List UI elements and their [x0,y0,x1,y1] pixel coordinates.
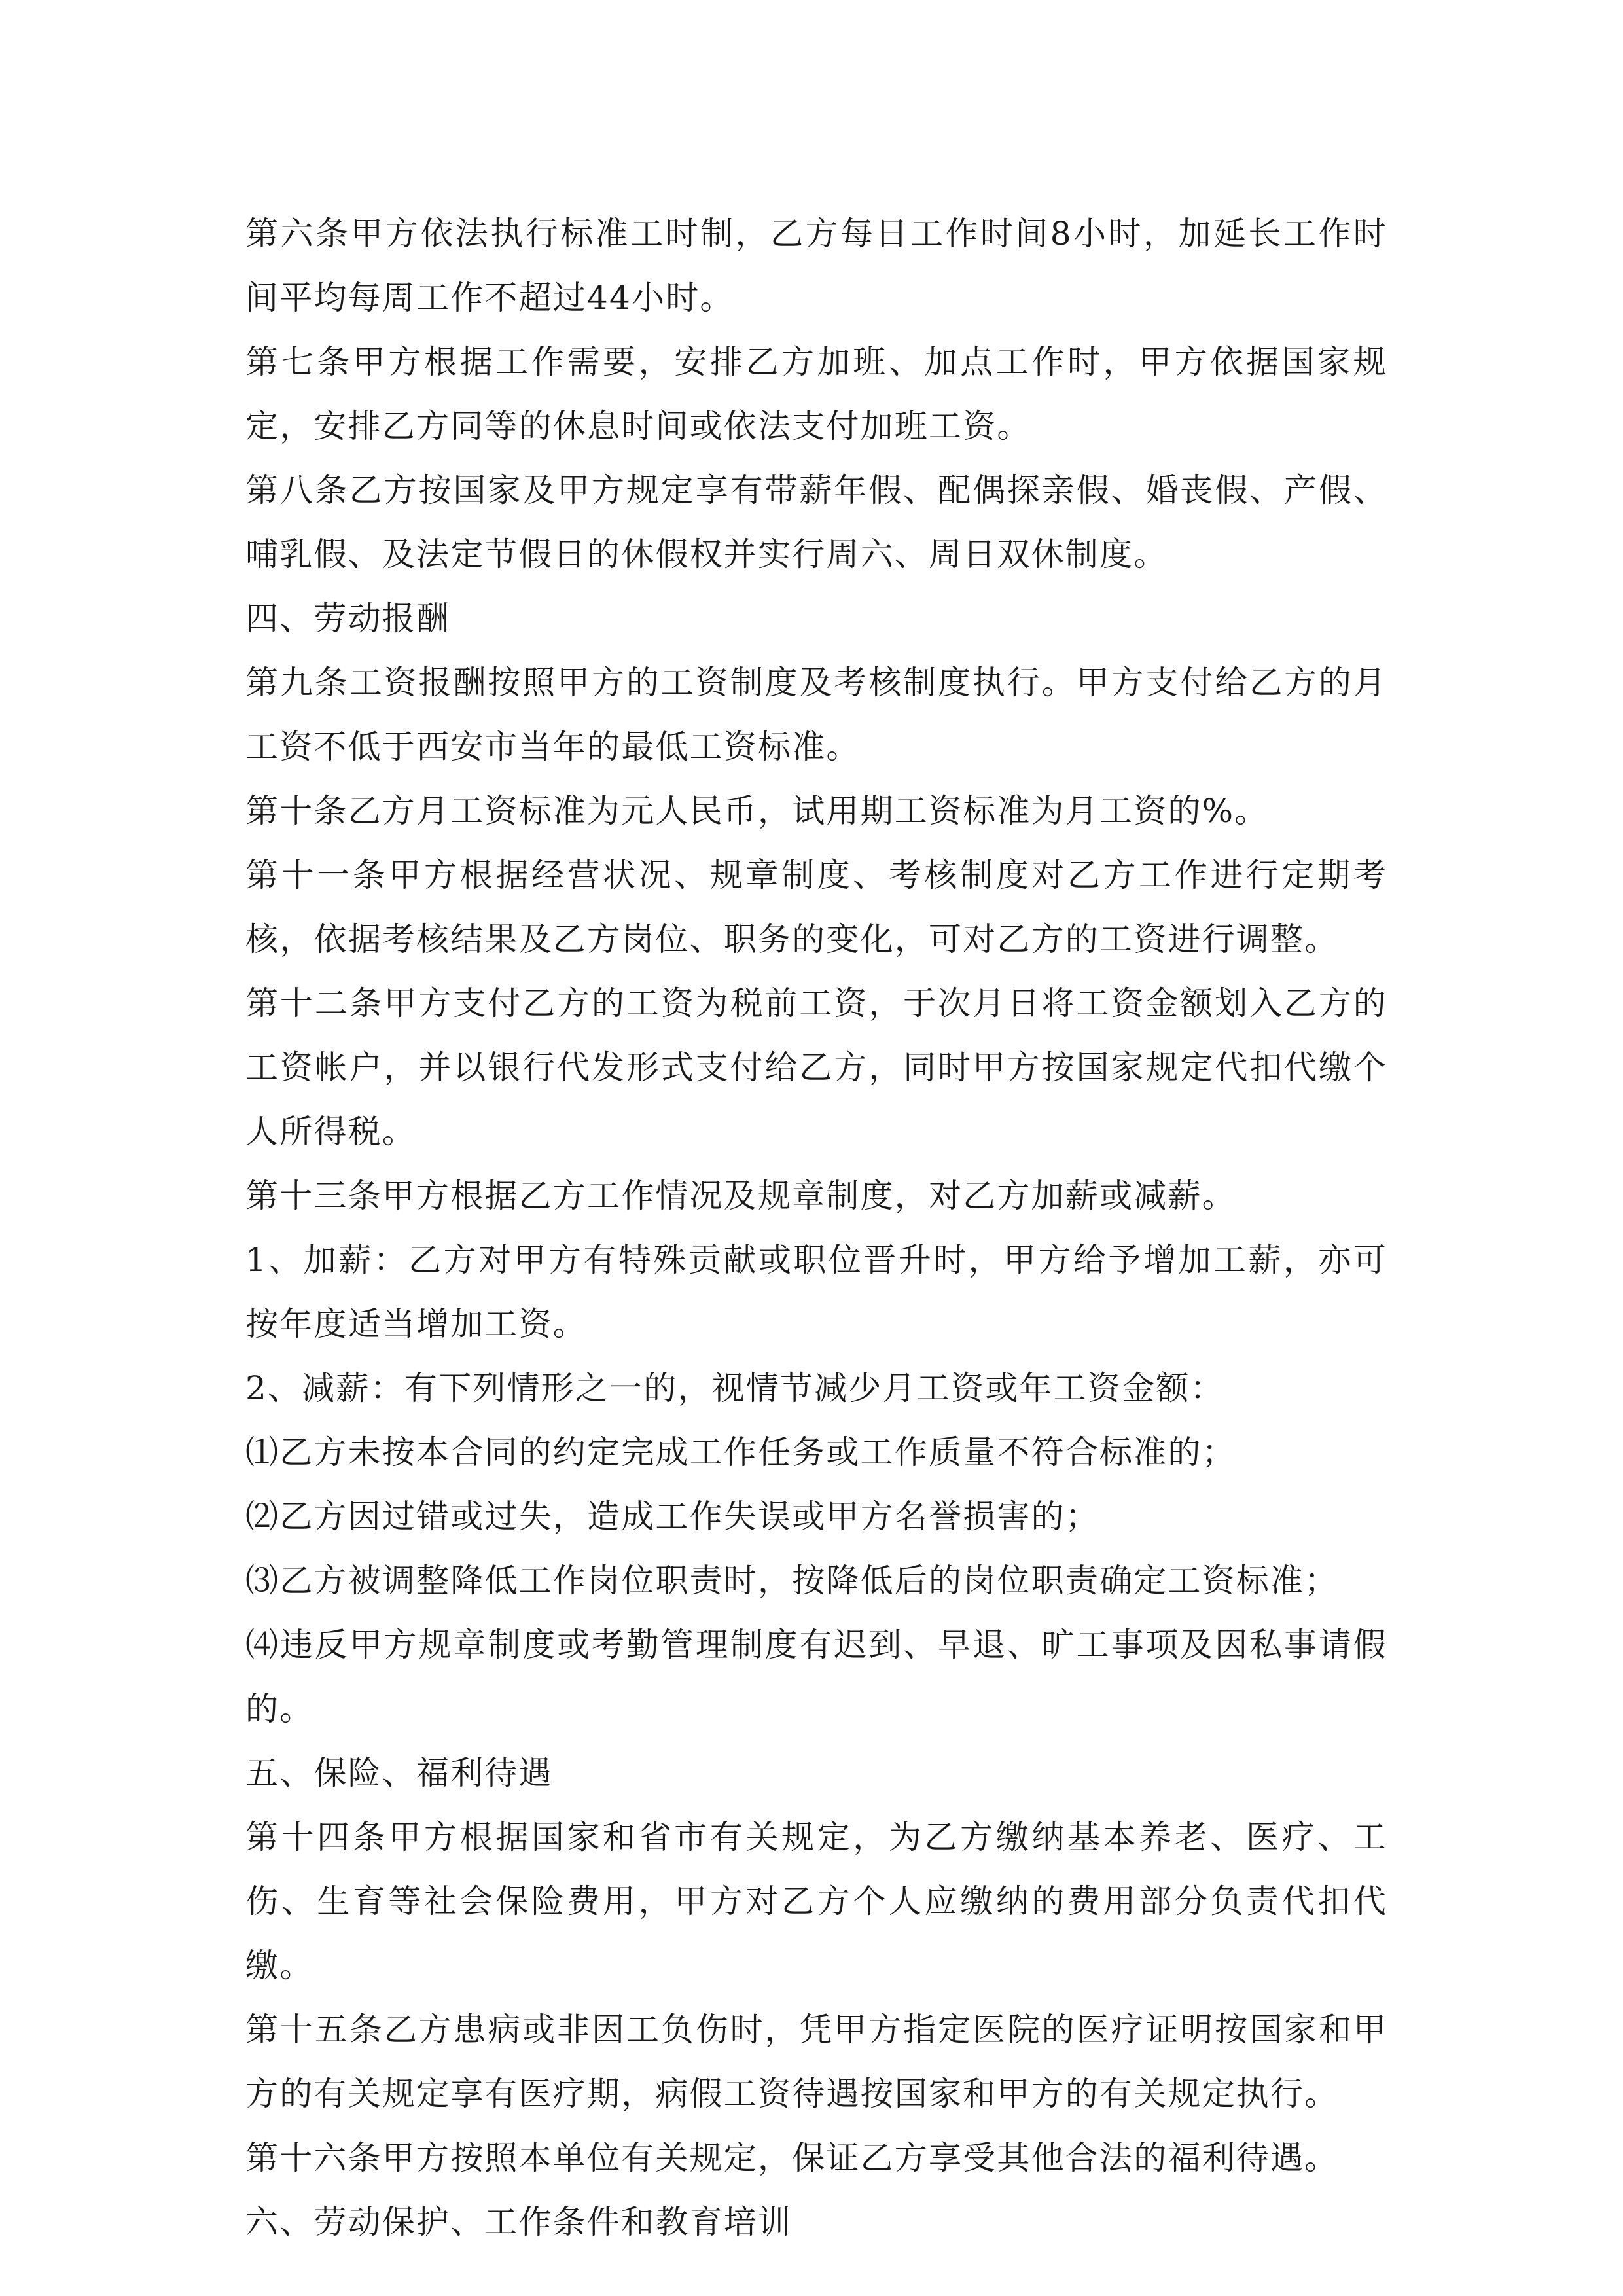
paragraph-article-13: 第十三条甲方根据乙方工作情况及规章制度，对乙方加薪或减薪。 [245,1177,1236,1215]
list-item-salary-decrease: 2、减薪：有下列情形之一的，视情节减少月工资或年工资金额： [245,1369,1224,1407]
paragraph-article-6: 第六条甲方依法执行标准工时制，乙方每日工作时间8小时，加延长工作时间平均每周工作不超过44小时。 [245,215,1387,317]
section-heading-remuneration: 四、劳动报酬 [245,600,451,637]
section-heading-insurance-welfare: 五、保险、福利待遇 [245,1754,553,1792]
paragraph-article-12: 第十二条甲方支付乙方的工资为税前工资，于次月日将工资金额划入乙方的工资帐户，并以银行代发形式支付给乙方，同时甲方按国家规定代扣代缴个人所得税。 [245,984,1387,1151]
paragraph-article-14: 第十四条甲方根据国家和省市有关规定，为乙方缴纳基本养老、医疗、工伤、生育等社会保险费用，甲方对乙方个人应缴纳的费用部分负责代扣代缴。 [245,1818,1387,1984]
paragraph-article-11: 第十一条甲方根据经营状况、规章制度、考核制度对乙方工作进行定期考核，依据考核结果及乙方岗位、职务的变化，可对乙方的工资进行调整。 [245,856,1387,958]
paragraph-article-9: 第九条工资报酬按照甲方的工资制度及考核制度执行。甲方支付给乙方的月工资不低于西安市当年的最低工资标准。 [245,664,1387,766]
sub-item-4: ⑷违反甲方规章制度或考勤管理制度有迟到、早退、旷工事项及因私事请假的。 [245,1626,1387,1728]
paragraph-article-8: 第八条乙方按国家及甲方规定享有带薪年假、配偶探亲假、婚丧假、产假、哺乳假、及法定节假日的休假权并实行周六、周日双休制度。 [245,471,1387,573]
list-item-salary-increase: 1、加薪：乙方对甲方有特殊贡献或职位晋升时，甲方给予增加工薪，亦可按年度适当增加工资。 [245,1241,1387,1343]
paragraph-article-10: 第十条乙方月工资标准为元人民币，试用期工资标准为月工资的%。 [245,792,1269,830]
paragraph-article-7: 第七条甲方根据工作需要，安排乙方加班、加点工作时，甲方依据国家规定，安排乙方同等的休息时间或依法支付加班工资。 [245,343,1387,445]
sub-item-3: ⑶乙方被调整降低工作岗位职责时，按降低后的岗位职责确定工资标准； [245,1562,1339,1600]
document-body [245,202,1387,2254]
paragraph-article-16: 第十六条甲方按照本单位有关规定，保证乙方享受其他合法的福利待遇。 [245,2139,1339,2177]
paragraph-article-15: 第十五条乙方患病或非因工负伤时，凭甲方指定医院的医疗证明按国家和甲方的有关规定享有医疗期，病假工资待遇按国家和甲方的有关规定执行。 [245,2011,1387,2113]
sub-item-2: ⑵乙方因过错或过失，造成工作失误或甲方名誉损害的； [245,1498,1099,1535]
section-heading-labor-protection: 六、劳动保护、工作条件和教育培训 [245,2203,793,2241]
sub-item-1: ⑴乙方未按本合同的约定完成工作任务或工作质量不符合标准的； [245,1433,1236,1471]
